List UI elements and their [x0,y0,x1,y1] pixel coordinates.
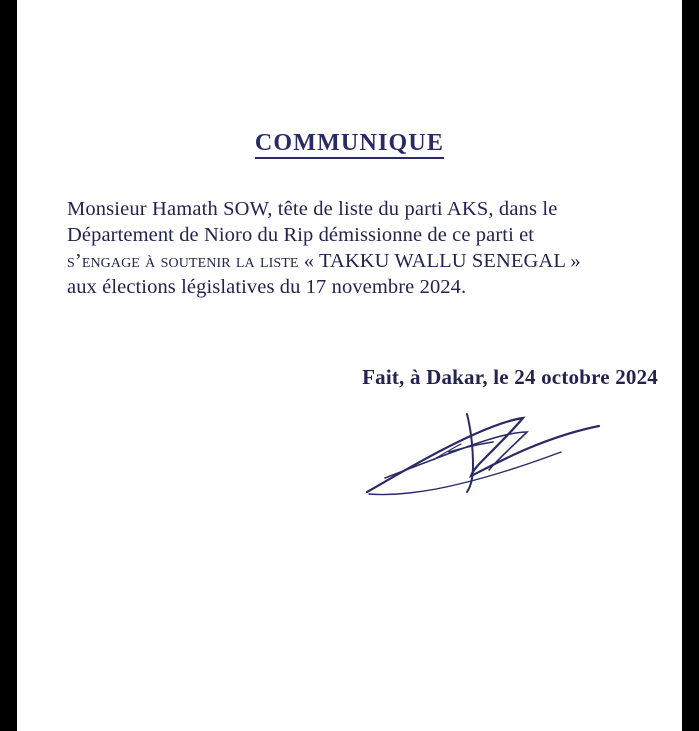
paragraph-line-3: s’engage à soutenir la liste « TAKKU WALLU SENEGAL » [67,250,581,272]
paragraph-line-2: Département de Nioro du Rip démissionne de ce parti et [67,224,535,246]
document-body [17,0,682,731]
document-paragraph [67,196,642,300]
place-and-date: Fait, à Dakar, le 24 octobre 2024 [362,365,658,389]
paragraph-line-4: aux élections législatives du 17 novembre 2024. [67,276,467,298]
document-page [17,0,682,731]
paragraph-line-1: Monsieur Hamath SOW, tête de liste du parti AKS, dans le [67,198,558,220]
page-title: COMMUNIQUE [255,130,444,159]
document-title-container [17,130,682,159]
handwritten-signature [347,400,627,520]
